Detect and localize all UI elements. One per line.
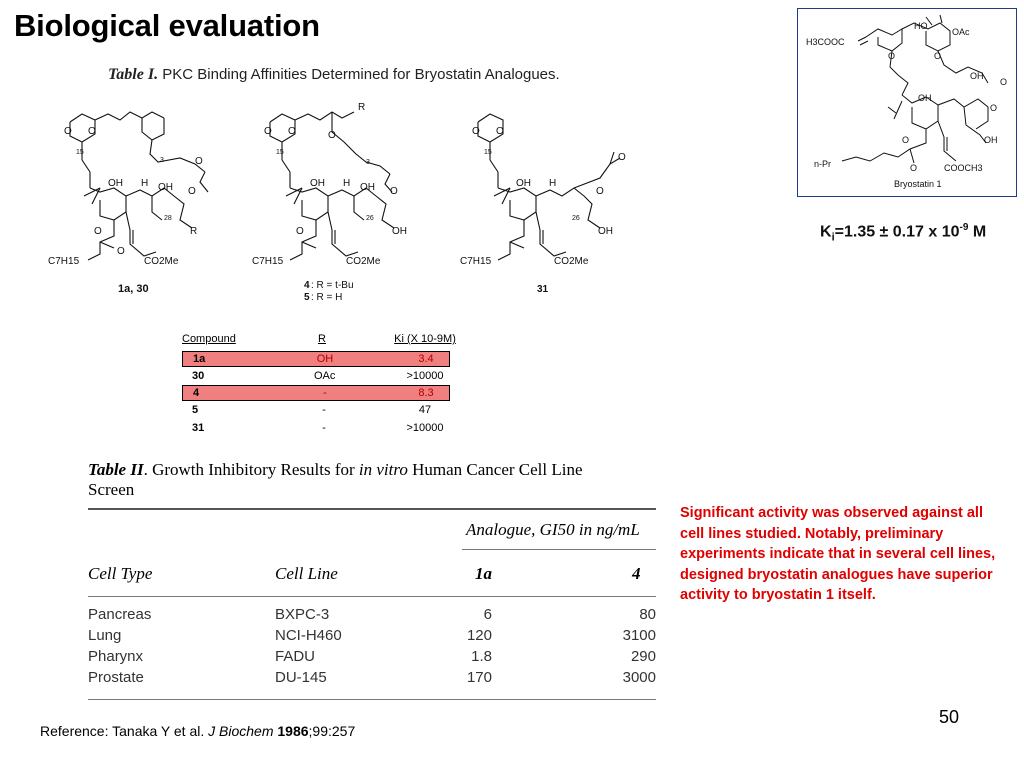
atom-label: COOCH3 — [944, 163, 983, 173]
table2-row — [88, 627, 656, 647]
atom-label: O — [888, 51, 896, 61]
atom-label: O — [596, 186, 604, 197]
atom-label: O — [1000, 77, 1008, 87]
pkc-table-row — [182, 419, 450, 437]
pkc-table-row — [182, 401, 450, 419]
pkc-cell-ki: >10000 — [406, 370, 444, 382]
table2-title-italic: in vitro — [358, 460, 408, 479]
reference-year: 1986 — [277, 723, 309, 739]
table2-title-text-b: Human Cancer Cell Line Screen — [88, 460, 583, 499]
structure-label-5: 5 — [304, 292, 310, 302]
table2-title-label: Table II — [88, 460, 144, 479]
table2-row — [88, 669, 656, 689]
pkc-cell-ki: 8.3 — [418, 387, 434, 399]
table2-cell-1a: 1.8 — [471, 648, 492, 665]
pkc-cell-r: OH — [316, 353, 334, 365]
table2-cell-cell-line: BXPC-3 — [275, 606, 330, 623]
atom-label: n-Pr — [814, 159, 832, 169]
bryostatin-structure — [798, 9, 1016, 196]
atom-label: O — [902, 135, 910, 145]
table2-title — [88, 460, 608, 500]
header-r: R — [318, 333, 326, 345]
ki-subscript: i — [831, 231, 835, 244]
pkc-cell-r: - — [323, 387, 327, 399]
table2-row — [88, 648, 656, 668]
slide-number: 50 — [939, 707, 960, 727]
atom-label: O — [264, 126, 272, 137]
table2-cell-4: 80 — [639, 606, 656, 623]
atom-label: OH — [516, 178, 531, 189]
slide-title: Biological evaluation — [14, 8, 320, 43]
structure-note-4: : R = t-Bu — [311, 280, 354, 291]
atom-label: OH — [310, 178, 325, 189]
atom-label: CO2Me — [554, 256, 589, 267]
table2-group-rule — [462, 549, 656, 550]
pkc-table-header — [182, 333, 456, 351]
table2-header-rule — [88, 596, 656, 597]
structure-label-1a-30: 1a, 30 — [118, 283, 149, 295]
pkc-table-body — [182, 351, 450, 437]
atom-label: CO2Me — [346, 256, 381, 267]
pkc-cell-r: - — [322, 422, 326, 434]
atom-label: C7H15 — [252, 256, 284, 267]
atom-label: O — [64, 126, 72, 137]
table2-cell-cell-type: Lung — [88, 627, 122, 644]
header-compound: Compound — [182, 333, 236, 345]
atom-label: OH — [598, 226, 613, 237]
atom-label: 26 — [572, 215, 580, 222]
atom-label: R — [190, 226, 198, 237]
atom-label: O — [117, 246, 125, 257]
table2-cell-1a: 170 — [466, 669, 492, 686]
atom-label: OH — [158, 182, 173, 193]
atom-label: HO — [914, 21, 928, 31]
table2-cell-1a: 120 — [466, 627, 492, 644]
atom-label: O — [88, 126, 96, 137]
table2-cell-cell-type: Pharynx — [88, 648, 144, 665]
table2-cell-4: 3000 — [622, 669, 656, 686]
atom-label: O — [195, 156, 203, 167]
pkc-table-row — [182, 367, 450, 385]
atom-label: O — [934, 51, 942, 61]
table2-header-1a: 1a — [475, 564, 492, 583]
structure-note-5: : R = H — [311, 292, 343, 302]
ki-number: =1.35 ± 0.17 x 10 — [834, 223, 960, 241]
table2-group-header: Analogue, GI50 in ng/mL — [466, 520, 640, 539]
compound-structures-figure — [40, 92, 640, 302]
atom-label: O — [472, 126, 480, 137]
atom-label: C7H15 — [48, 256, 80, 267]
atom-label: OH — [360, 182, 375, 193]
table2-cell-cell-line: NCI-H460 — [275, 627, 342, 644]
table2-cell-1a: 6 — [483, 606, 492, 623]
atom-label: R — [358, 102, 366, 113]
atom-label: 3 — [160, 157, 164, 164]
structure-label-31: 31 — [537, 284, 549, 295]
table2-header-4: 4 — [632, 564, 641, 583]
bryostatin-label: Bryostatin 1 — [894, 179, 942, 189]
reference-journal: J Biochem — [208, 723, 274, 739]
reference-citation — [40, 723, 355, 739]
atom-label: O — [94, 226, 102, 237]
significance-note: Significant activity was observed against all cell lines studied. Notably, preliminary experiments indicate that in several cell lines, designed bryostatin analogues have superior activity to bryostatin 1 itself. — [680, 505, 996, 603]
table2-row — [88, 606, 656, 626]
atom-label: OH — [392, 226, 407, 237]
table2-header-cell-type: Cell Type — [88, 564, 153, 583]
pkc-cell-r: OAc — [314, 370, 336, 382]
table1-caption — [108, 66, 560, 84]
ki-exponent: -9 — [959, 222, 969, 233]
ki-symbol: K — [820, 223, 832, 241]
table2-cell-4: 3100 — [622, 627, 656, 644]
atom-label: O — [296, 226, 304, 237]
atom-label: OAc — [952, 27, 970, 37]
atom-label: O — [496, 126, 504, 137]
atom-label: 15 — [484, 149, 492, 156]
atom-label: O — [618, 152, 626, 163]
bryostatin-ki-value — [820, 222, 986, 244]
atom-label: 3 — [366, 159, 370, 166]
pkc-cell-compound: 5 — [192, 404, 199, 416]
table2-cell-cell-line: FADU — [275, 648, 316, 665]
table2-cell-4: 290 — [630, 648, 656, 665]
atom-label: H — [141, 178, 149, 189]
atom-label: 15 — [76, 149, 84, 156]
atom-label: O — [910, 163, 918, 173]
table2-title-text-a: . Growth Inhibitory Results for — [143, 460, 359, 479]
table2-cell-cell-type: Pancreas — [88, 606, 152, 623]
ki-unit: M — [968, 223, 987, 241]
atom-label: O — [990, 103, 998, 113]
atom-label: O — [188, 186, 196, 197]
atom-label: OH — [918, 93, 932, 103]
atom-label: H — [549, 178, 557, 189]
pkc-cell-r: - — [322, 404, 326, 416]
atom-label: O — [390, 186, 398, 197]
atom-label: H3COOC — [806, 37, 845, 47]
table2-cell-cell-type: Prostate — [88, 669, 144, 686]
atom-label: 26 — [366, 215, 374, 222]
bryostatin-structure-box — [797, 8, 1017, 197]
table2-cell-cell-line: DU-145 — [275, 669, 327, 686]
atom-label: 28 — [164, 215, 172, 222]
atom-label: O — [328, 130, 336, 141]
structure-label-4: 4 — [304, 280, 310, 291]
atom-label: H — [343, 178, 351, 189]
pkc-cell-ki: 3.4 — [418, 353, 434, 365]
table1-caption-text: PKC Binding Affinities Determined for Bryostatin Analogues. — [162, 66, 560, 83]
table1-caption-label: Table I. — [108, 66, 159, 83]
pkc-cell-ki: 47 — [418, 404, 432, 416]
atom-label: OH — [108, 178, 123, 189]
atom-label: O — [288, 126, 296, 137]
atom-label: OH — [970, 71, 984, 81]
pkc-cell-compound: 30 — [192, 370, 205, 382]
table2-header-cell-line: Cell Line — [275, 564, 338, 583]
header-ki: Ki (X 10-9M) — [394, 333, 456, 345]
reference-volume: ;99:257 — [308, 723, 356, 739]
pkc-cell-compound: 31 — [192, 422, 205, 434]
atom-label: C7H15 — [460, 256, 492, 267]
table2-top-rule — [88, 508, 656, 510]
pkc-binding-table — [182, 333, 456, 437]
table2-bottom-rule — [88, 699, 656, 700]
pkc-table-row — [182, 351, 450, 367]
pkc-table-row — [182, 385, 450, 401]
pkc-cell-compound: 1a — [193, 353, 206, 365]
pkc-cell-compound: 4 — [193, 387, 200, 399]
atom-label: OH — [984, 135, 998, 145]
pkc-cell-ki: >10000 — [406, 422, 444, 434]
atom-label: 15 — [276, 149, 284, 156]
atom-label: CO2Me — [144, 256, 179, 267]
reference-prefix: Reference: Tanaka Y et al. — [40, 723, 209, 739]
